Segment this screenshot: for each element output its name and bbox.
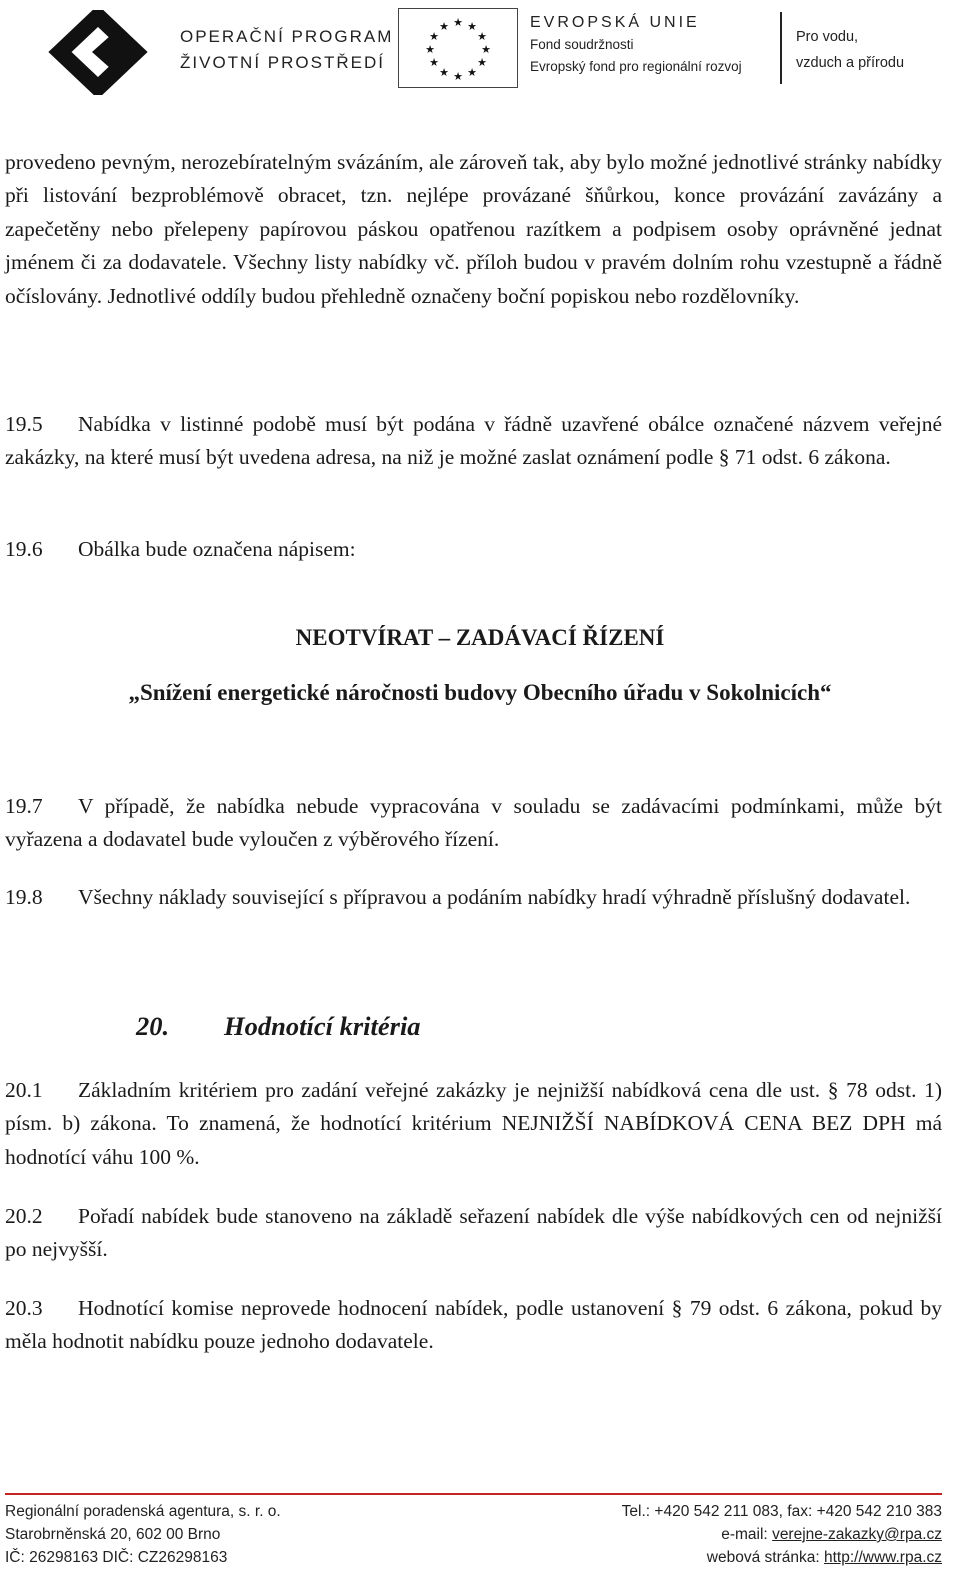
paragraph-text: Pořadí nabídek bude stanoveno na základě seřazení nabídek dle výše nabídkových cen od nejnižší po nejvyšší. (5, 1204, 942, 1262)
program-line-1: OPERAČNÍ PROGRAM (180, 27, 394, 46)
section-heading-20 (136, 1011, 421, 1042)
svg-text:★: ★ (467, 20, 477, 33)
paragraph-number: 19.6 (5, 537, 43, 561)
eu-fund-2: Evropský fond pro regionální rozvoj (530, 59, 742, 74)
svg-text:★: ★ (453, 70, 463, 83)
envelope-project-title: „Snížení energetické náročnosti budovy Obecního úřadu v Sokolnicích“ (128, 680, 832, 705)
header-divider (780, 12, 782, 84)
footer-web-label: webová stránka: (706, 1549, 824, 1566)
eu-fund-1: Fond soudržnosti (530, 37, 634, 52)
paragraph-number: 19.7 (5, 794, 43, 818)
eu-flag-icon (398, 8, 518, 88)
paragraph-20-3 (5, 1292, 942, 1359)
program-line-2: ŽIVOTNÍ PROSTŘEDÍ (180, 53, 385, 72)
slogan (796, 24, 904, 76)
footer-email-link[interactable]: verejne-zakazky@rpa.cz (772, 1526, 942, 1543)
intro-paragraph: provedeno pevným, nerozebíratelným svázáním, ale zároveň tak, aby bylo možné jednotlivé stránky nabídky při listování bezproblémově obracet, tzn. nejlépe provázané šňůrkou, konce provázání zavázány a zapečetěny nebo přelepeny papírovou páskou opatřenou razítkem a podpisem osoby oprávněné jednat jménem či za dodavatele. Všechny listy nabídky vč. příloh budou v pravém dolním rohu vzestupně a řádně očíslovány. Jednotlivé oddíly budou přehledně označeny boční popiskou nebo rozdělovníky. (5, 150, 942, 308)
footer-email-line (622, 1523, 942, 1546)
footer-rule (5, 1493, 942, 1495)
footer-ids: IČ: 26298163 DIČ: CZ26298163 (5, 1549, 228, 1566)
slogan-line-1: Pro vodu, (796, 29, 859, 45)
svg-text:★: ★ (429, 56, 439, 69)
paragraph-number: 20.1 (5, 1078, 43, 1102)
paragraph-text: Základním kritériem pro zadání veřejné zakázky je nejnižší nabídková cena dle ust. § 78 odst. 1) písm. b) zákona. To znamená, že hodnotící kritérium NEJNIŽŠÍ NABÍDKOVÁ CENA BEZ DPH má hodnotící váhu 100 %. (5, 1078, 942, 1169)
paragraph-number: 20.2 (5, 1204, 43, 1228)
paragraph-20-1 (5, 1074, 942, 1174)
svg-text:★: ★ (425, 43, 435, 56)
svg-text:★: ★ (481, 43, 491, 56)
footer-contact-info (622, 1500, 942, 1569)
svg-text:★: ★ (477, 56, 487, 69)
svg-text:★: ★ (453, 16, 463, 29)
footer-address: Starobrněnská 20, 602 00 Brno (5, 1526, 221, 1543)
slogan-line-2: vzduch a přírodu (796, 55, 905, 71)
paragraph-19-5 (5, 408, 942, 475)
section-number: 20. (136, 1011, 170, 1041)
paragraph-19-7 (5, 790, 942, 857)
paragraph-text: Obálka bude označena nápisem: (78, 537, 356, 561)
eu-title: EVROPSKÁ UNIE (530, 14, 700, 31)
paragraph-19-6 (5, 533, 942, 566)
paragraph-text: Hodnotící komise neprovede hodnocení nabídek, podle ustanovení § 79 odst. 6 zákona, pokud by měla hodnotit nabídku pouze jednoho dodavatele. (5, 1296, 942, 1354)
paragraph-text: Nabídka v listinné podobě musí být podána v řádně uzavřené obálce označené názvem veřejné zakázky, na které musí být uvedena adresa, na niž je možné zaslat oznámení podle § 71 odst. 6 zákona. (5, 412, 942, 470)
paragraph-number: 19.8 (5, 885, 43, 909)
paragraph-20-2 (5, 1200, 942, 1267)
svg-text:★: ★ (477, 30, 487, 43)
footer-web-link[interactable]: http://www.rpa.cz (823, 1549, 942, 1566)
program-name (180, 24, 393, 76)
svg-text:★: ★ (439, 20, 449, 33)
section-title: Hodnotící kritéria (224, 1011, 421, 1041)
footer-company-info (5, 1500, 281, 1569)
paragraph-text: Všechny náklady související s přípravou a podáním nabídky hradí výhradně příslušný dodavatel. (78, 885, 911, 909)
paragraph-text: V případě, že nabídka nebude vypracována v souladu se zadávacími podmínkami, může být vyřazena a dodavatel bude vyloučen z výběrového řízení. (5, 794, 942, 852)
footer-email-label: e-mail: (721, 1526, 773, 1543)
svg-text:★: ★ (439, 66, 449, 79)
paragraph-number: 20.3 (5, 1296, 43, 1320)
footer-company: Regionální poradenská agentura, s. r. o. (5, 1503, 281, 1520)
paragraph-19-8 (5, 881, 942, 914)
eu-text (530, 12, 742, 78)
envelope-heading: NEOTVÍRAT – ZADÁVACÍ ŘÍZENÍ (295, 625, 665, 650)
paragraph-number: 19.5 (5, 412, 43, 436)
op-zp-logo-icon (40, 10, 160, 95)
svg-text:★: ★ (429, 30, 439, 43)
footer-phone: Tel.: +420 542 211 083, fax: +420 542 210 383 (621, 1503, 942, 1520)
svg-text:★: ★ (467, 66, 477, 79)
footer-web-line (622, 1546, 942, 1569)
